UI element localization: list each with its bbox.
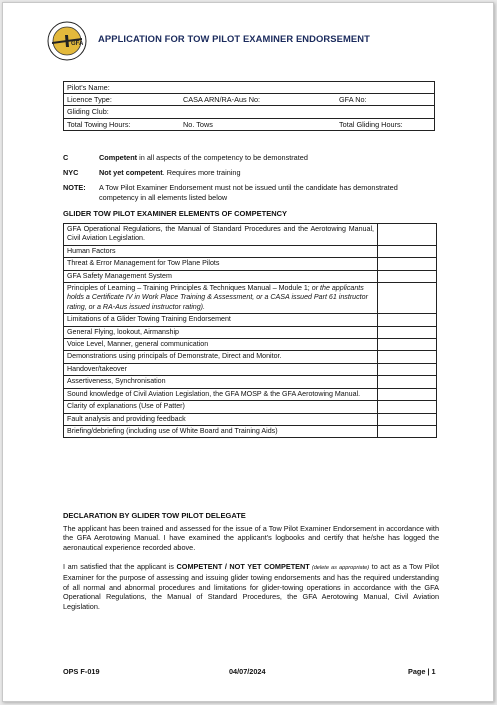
- competency-element: [64, 245, 378, 257]
- competency-element: [64, 425, 378, 437]
- competency-result-cell[interactable]: [378, 363, 437, 375]
- competency-result-cell[interactable]: [378, 339, 437, 351]
- competency-element: [64, 388, 378, 400]
- competency-result-cell[interactable]: [378, 224, 437, 246]
- competency-element: [64, 351, 378, 363]
- competency-row: [64, 363, 437, 375]
- form-number: OPS F-019: [63, 667, 100, 676]
- gfa-logo-icon: [47, 21, 87, 61]
- competency-row: [64, 401, 437, 413]
- competency-text: Briefing/debriefing (including use of White Board and Training Aids): [67, 426, 278, 435]
- competency-element: [64, 363, 378, 375]
- competency-text: GFA Safety Management System: [67, 271, 172, 280]
- gfa-number-field[interactable]: GFA No:: [336, 94, 435, 106]
- elements-heading: GLIDER TOW PILOT EXAMINER ELEMENTS OF COMPETENCY: [63, 209, 288, 218]
- declaration-text: to act as a Tow Pilot Examiner for the purpose of assessing and issuing glider towing endorsements and has the required understanding of all normal and abnormal procedures and limitations for glider-towing operations in accordance with the GFA Operational Regulations, the Manual of Standard Procedures, the GFA Aerotowing Manual, Civil Aviation Legislation.: [63, 562, 439, 611]
- competency-row: [64, 388, 437, 400]
- competency-element: [64, 224, 378, 246]
- page-number: Page | 1: [408, 667, 436, 676]
- competency-text: Demonstrations using principals of Demonstrate, Direct and Monitor.: [67, 352, 282, 361]
- legend-not-yet-competent: [63, 168, 443, 180]
- competency-result-cell[interactable]: [378, 388, 437, 400]
- legend-competent: [63, 153, 443, 165]
- declaration-paragraph-2: [63, 562, 439, 611]
- competency-element: [64, 283, 378, 314]
- competency-result-cell[interactable]: [378, 270, 437, 282]
- gliding-club-field[interactable]: Gliding Club:: [64, 106, 435, 118]
- legend-text: . Requires more training: [162, 168, 241, 177]
- competency-result-cell[interactable]: [378, 413, 437, 425]
- competency-text: Threat & Error Management for Tow Plane Pilots: [67, 259, 220, 268]
- competency-row: [64, 326, 437, 338]
- competency-text: Principles of Learning – Training Principles & Techniques Manual – Module 1;: [67, 284, 312, 293]
- form-date: 04/07/2024: [229, 667, 266, 676]
- competency-choice[interactable]: COMPETENT / NOT YET COMPETENT: [176, 562, 310, 571]
- legend-bold: Not yet competent: [99, 168, 163, 177]
- competency-text: Fault analysis and providing feedback: [67, 414, 186, 423]
- svg-text:GFA: GFA: [71, 41, 84, 47]
- legend-bold: Competent: [99, 153, 138, 162]
- total-towing-hours-field[interactable]: Total Towing Hours:: [64, 118, 181, 130]
- competency-row: [64, 339, 437, 351]
- competency-element: [64, 270, 378, 282]
- legend-text: A Tow Pilot Examiner Endorsement must not be issued until the candidate has demonstrated competency in all elements listed below: [99, 183, 398, 202]
- legend-key: NOTE:: [63, 183, 86, 192]
- competency-text: Clarity of explanations (Use of Patter): [67, 402, 185, 411]
- competency-row: [64, 245, 437, 257]
- competency-row: [64, 258, 437, 270]
- competency-text: Sound knowledge of Civil Aviation Legislation, the GFA MOSP & the GFA Aerotowing Manual.: [67, 389, 361, 398]
- licence-type-field[interactable]: Licence Type:: [64, 94, 181, 106]
- competency-element: [64, 339, 378, 351]
- competency-text: General Flying, lookout, Airmanship: [67, 327, 179, 336]
- competency-element: [64, 326, 378, 338]
- competency-row: [64, 376, 437, 388]
- competency-text: GFA Operational Regulations, the Manual of Standard Procedures and the Aerotowing Manual, Civil Aviation Legislation.: [67, 225, 374, 243]
- competency-italic-text: or the applicants holds a Certificate IV in Work Place Training & Assessment, or a CASA issued Part 61 instructor rating, or a RA-Aus issued instructor rating).: [67, 284, 368, 311]
- document-page: [2, 2, 494, 702]
- legend-text: in all aspects of the competency to be demonstrated: [137, 153, 308, 162]
- competency-text: Handover/takeover: [67, 364, 127, 373]
- competency-result-cell[interactable]: [378, 245, 437, 257]
- delete-note: (delete as appropriate): [309, 565, 370, 571]
- competency-result-cell[interactable]: [378, 376, 437, 388]
- competency-row: [64, 283, 437, 314]
- casa-number-field[interactable]: CASA ARN/RA-Aus No:: [180, 94, 336, 106]
- competency-result-cell[interactable]: [378, 401, 437, 413]
- declaration-text: I am satisfied that the applicant is: [63, 562, 177, 571]
- competency-row: [64, 270, 437, 282]
- applicant-info-table: [63, 81, 435, 131]
- declaration-heading: DECLARATION BY GLIDER TOW PILOT DELEGATE: [63, 511, 246, 520]
- competency-row: [64, 351, 437, 363]
- competency-element: [64, 413, 378, 425]
- legend-note: [63, 183, 443, 203]
- competency-text: Human Factors: [67, 246, 116, 255]
- competency-element: [64, 401, 378, 413]
- pilots-name-field[interactable]: Pilot's Name:: [64, 82, 435, 94]
- declaration-paragraph-1: The applicant has been trained and assessed for the issue of a Tow Pilot Examiner Endorsement in accordance with the GFA Aerotowing Manual. I have examined the applicant's logbooks and certify that he/she has logged the aeronautical experience recorded above.: [63, 524, 439, 552]
- competency-result-cell[interactable]: [378, 425, 437, 437]
- competency-text: Assertiveness, Synchronisation: [67, 377, 166, 386]
- competency-result-cell[interactable]: [378, 258, 437, 270]
- competency-row: [64, 425, 437, 437]
- competency-element: [64, 258, 378, 270]
- competency-result-cell[interactable]: [378, 351, 437, 363]
- competency-result-cell[interactable]: [378, 283, 437, 314]
- competency-element: [64, 314, 378, 326]
- competency-row: [64, 224, 437, 246]
- competency-text: Limitations of a Glider Towing Training Endorsement: [67, 315, 231, 324]
- number-of-tows-field[interactable]: No. Tows: [180, 118, 336, 130]
- competency-text: Voice Level, Manner, general communication: [67, 340, 209, 349]
- competency-result-cell[interactable]: [378, 314, 437, 326]
- legend-key: NYC: [63, 168, 79, 177]
- competency-row: [64, 413, 437, 425]
- competency-element: [64, 376, 378, 388]
- page-title: APPLICATION FOR TOW PILOT EXAMINER ENDORSEMENT: [98, 33, 370, 44]
- competency-result-cell[interactable]: [378, 326, 437, 338]
- competency-table: [63, 223, 437, 438]
- legend-key: C: [63, 153, 69, 162]
- total-gliding-hours-field[interactable]: Total Gliding Hours:: [336, 118, 435, 130]
- competency-row: [64, 314, 437, 326]
